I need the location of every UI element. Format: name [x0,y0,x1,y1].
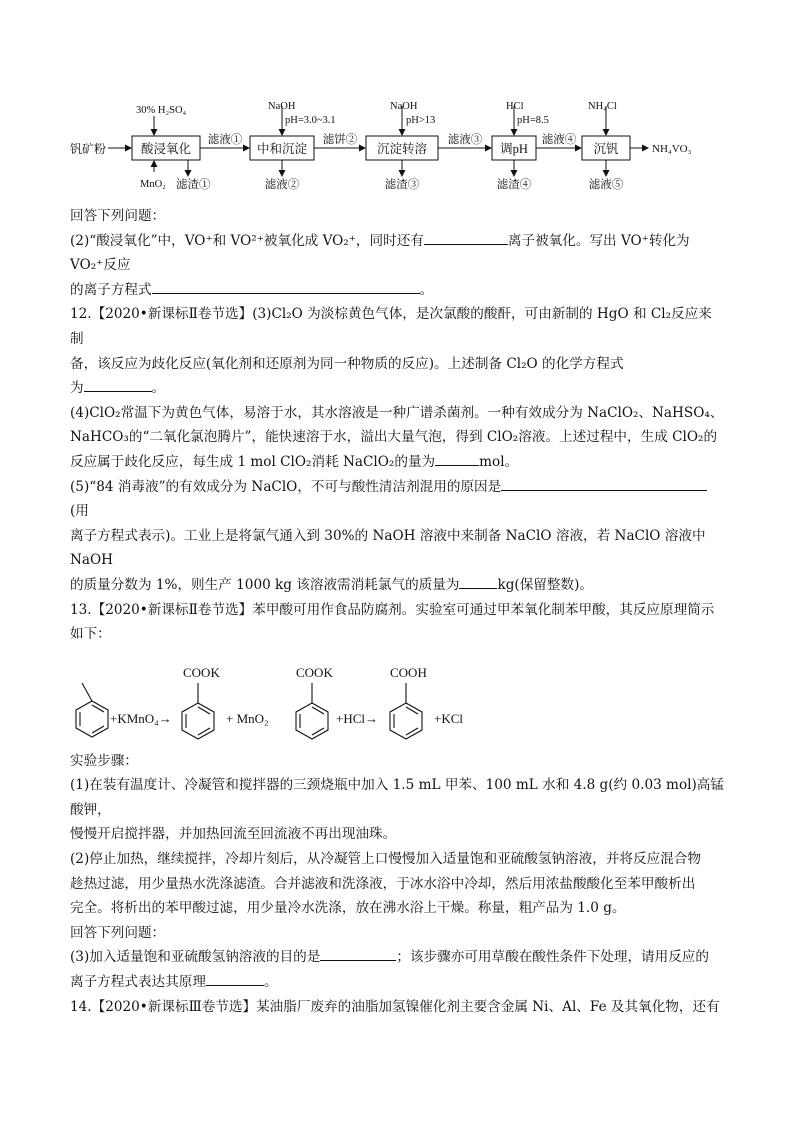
between-2: 滤饼② [322,134,358,146]
product-2-group: COOK [296,664,333,680]
process-flowchart [70,96,730,196]
question-text [70,204,724,1019]
product-1-group: COOK [183,664,220,680]
question-13: 13.【2020•新课标Ⅱ卷节选】苯甲酸可用作食品防腐剂。实验室可通过甲苯氧化制苯甲酸，其反应原理简示 [70,601,715,618]
step-1-bottom-reagent: MnO₂ [140,179,166,190]
text-line: (4)ClO₂常温下为黄色气体，易溶于水，其水溶液是一种广谱杀菌剂。一种有效成分为 NaClO₂、NaHSO₄、 [70,404,724,421]
text-span: 离子被氧化。写出 VO⁺转化为 VO₂⁺反应 [70,232,690,274]
reagent-4: +KCl [434,710,464,726]
text-span: 的离子方程式 [70,281,152,298]
text-line: 备，该反应为歧化反应(氧化剂和还原剂为同一种物质的反应)。上述制备 Cl₂O 的化学方程式 [70,355,624,372]
step-4-label: 调pH [500,142,528,156]
text-line: (2)停止加热，继续搅拌，冷却片刻后，从冷凝管上口慢慢加入适量饱和亚硫酸氢钠溶液，并将反应混合物 [70,851,701,868]
question-12: 12.【2020•新课标Ⅱ卷节选】(3)Cl₂O 为淡棕黄色气体，是次氯酸的酸酐，可由新制的 HgO 和 Cl₂反应来制 [70,306,712,347]
potassium-benzoate-ring-1 [182,703,214,739]
text-span: (2)“酸浸氧化”中，VO⁺和 VO²⁺被氧化成 VO₂⁺，同时还有 [70,232,424,249]
text-line [70,945,724,970]
text-line: 趁热过滤，用少量热水洗涤滤渣。合并滤液和洗涤液，于冰水浴中冷却，然后用浓盐酸酸化至苯甲酸析出 [70,875,696,892]
step-2-reagent: NaOH [268,101,296,112]
text-span: 。 [263,974,278,991]
answer-blank[interactable] [424,229,508,245]
reagent-3: +HCl→ [336,710,379,726]
between-1: 滤液① [207,134,243,146]
text-span: ；该步骤亦可用草酸在酸性条件下处理，请用反应的 [396,949,710,966]
reagent-2: + MnO₂ [226,710,269,726]
product-3-group: COOH [390,664,427,680]
step-2-label: 中和沉淀 [256,142,308,156]
step-3-output: 滤渣③ [384,179,420,191]
text-span: (3)加入适量饱和亚硫酸氢钠溶液的目的是 [70,949,321,966]
flow-end: NH₄VO₃ [652,143,692,155]
toluene-ring [76,701,108,737]
text-line [70,376,724,401]
reaction-svg [70,653,724,745]
text-line: NaHCO₃的“二氧化氯泡腾片”，能快速溶于水，溢出大量气泡，得到 ClO₂溶液。上述过程中，生成 ClO₂的 [70,429,718,446]
text-span: mol。 [479,453,519,470]
text-span: (用 [70,503,89,520]
text-line [70,278,724,303]
answer-blank[interactable] [501,475,707,491]
text-line: 如下： [70,626,111,643]
text-span: 。 [419,281,434,298]
text-line: (1)在装有温度计、冷凝管和搅拌器的三颈烧瓶中加入 1.5 mL 甲苯、100 mL 水和 4.8 g(约 0.03 mol)高锰酸钾， [70,777,724,818]
step-4-condition: pH=8.5 [517,115,549,126]
text-line [70,450,724,475]
answer-blank[interactable] [206,970,264,986]
step-5-reagent: NH₄Cl [588,101,617,112]
text-line: 慢慢开启搅拌器，并加热回流至回流液不再出现油珠。 [70,826,397,843]
text-span: 。 [151,380,166,397]
text-line [70,970,724,995]
step-3-reagent: NaOH [390,101,418,112]
potassium-benzoate-ring-2 [296,703,328,739]
answer-blank[interactable] [152,278,420,294]
step-1-reagent: 30% H₂SO₄ [136,105,187,116]
step-4-reagent: HCl [506,101,524,112]
step-2-condition: pH=3.0~3.1 [285,115,336,126]
question-14: 14.【2020•新课标Ⅲ卷节选】某油脂厂废弃的油脂加氢镍催化剂主要含金属 Ni、Al、Fe 及其氧化物，还有 [70,998,720,1015]
answer-blank[interactable] [459,573,497,589]
text-line: 完全。将析出的苯甲酸过滤，用少量冷水洗涤，放在沸水浴上干燥。称量，粗产品为 1.0 g。 [70,900,626,917]
answer-blank[interactable] [320,945,396,961]
flow-start: 钒矿粉 [70,142,107,156]
answer-blank[interactable] [84,376,152,392]
step-1-label: 酸浸氧化 [140,142,192,156]
reaction-scheme [70,653,724,745]
text-line [70,229,724,278]
between-4: 滤液④ [541,134,577,146]
step-5-label: 沉钒 [593,142,619,156]
step-5-output: 滤液⑤ [588,179,624,191]
step-1-output: 滤渣① [176,179,211,191]
text-line: 回答下列问题： [70,208,166,224]
benzoic-acid-ring [390,703,422,739]
answer-blank[interactable] [435,450,479,466]
text-line: 实验步骤： [70,752,138,769]
step-3-condition: pH>13 [406,115,436,126]
text-line: 离子方程式表示)。工业上是将氯气通入到 30%的 NaOH 溶液中来制备 NaClO 溶液，若 NaClO 溶液中 NaOH [70,527,706,569]
text-span: 反应属于歧化反应，每生成 1 mol ClO₂消耗 NaClO₂的量为 [70,453,436,470]
step-2-output: 滤液② [264,179,300,191]
flowchart-svg [70,96,730,196]
text-span: (5)“84 消毒液”的有效成分为 NaClO，不可与酸性清洁剂混用的原因是 [70,478,502,495]
text-line: 回答下列问题： [70,924,166,941]
reagent-1: +KMnO₄→ [110,710,172,726]
text-span: 离子方程式表达其原理 [70,974,206,991]
text-line [70,573,724,598]
text-span: kg(保留整数)。 [497,576,593,593]
step-3-label: 沉淀转溶 [376,142,428,156]
text-span: 的质量分数为 1%，则生产 1000 kg 该溶液需消耗氯气的质量为 [70,576,460,593]
step-4-output: 滤渣④ [496,179,532,191]
between-3: 滤液③ [447,134,483,146]
text-line [70,475,724,524]
text-span: 为 [70,380,84,397]
